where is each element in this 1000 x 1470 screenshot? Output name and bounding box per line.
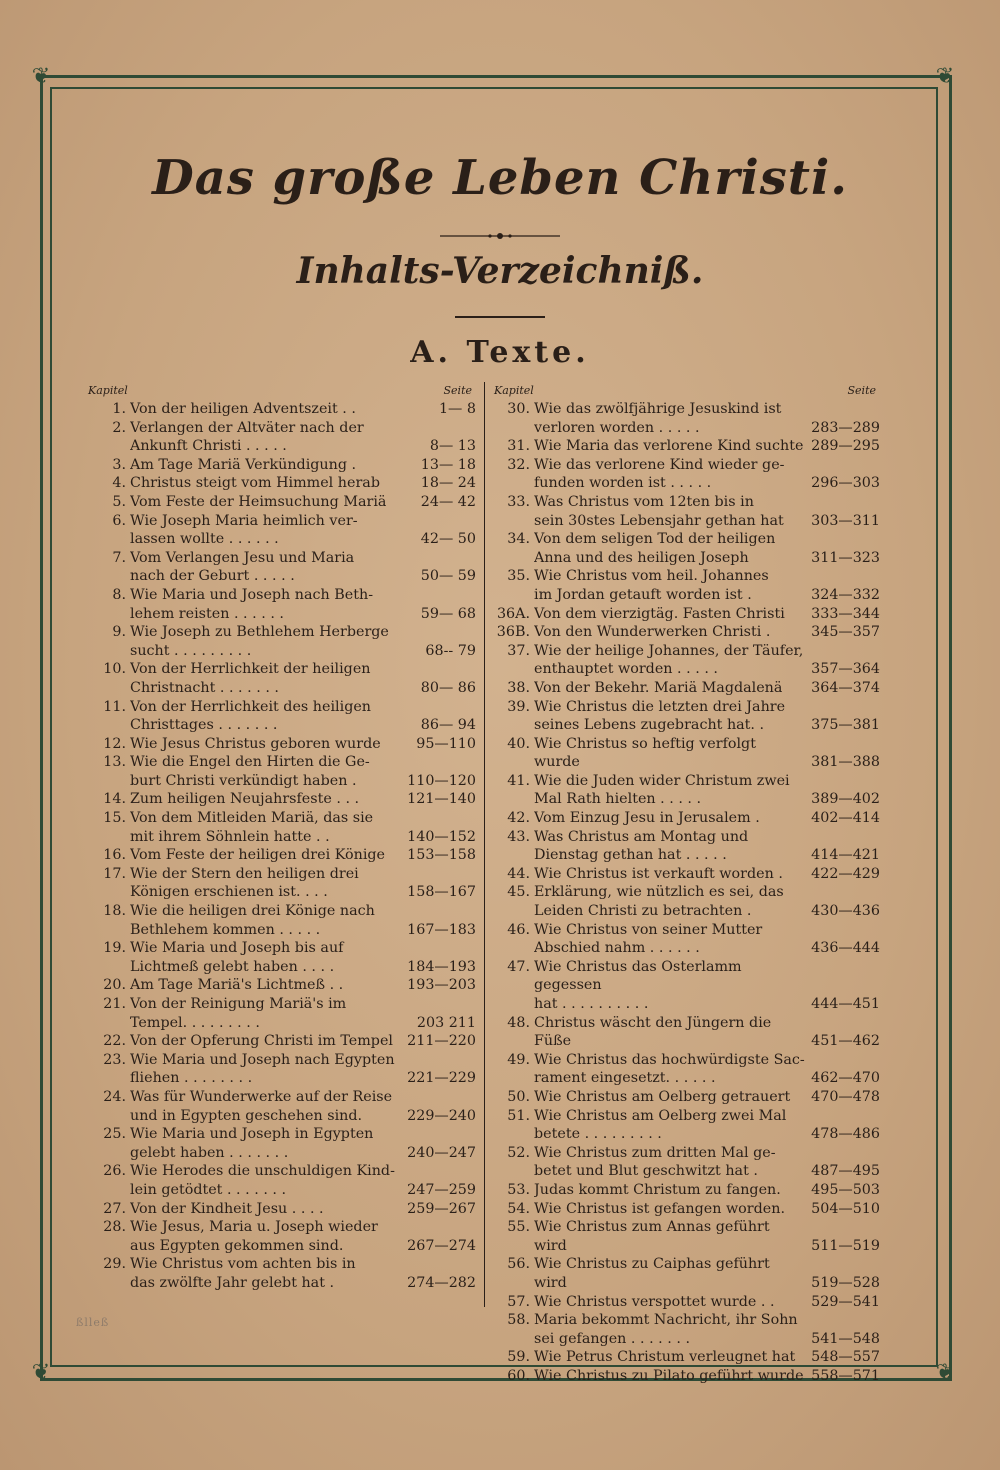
toc-entry: [88, 865, 480, 902]
page-range: 274—282: [407, 1274, 476, 1291]
chapter-number: 28.: [103, 1219, 126, 1236]
chapter-number: 15.: [103, 810, 126, 827]
page-range: 303—311: [811, 512, 880, 529]
page-range: 364—374: [811, 679, 880, 696]
toc-entry: [88, 939, 480, 976]
corner-ornament-icon: ❦: [935, 1360, 955, 1385]
chapter-number: 47.: [507, 958, 530, 975]
chapter-number: 29.: [103, 1256, 126, 1273]
chapter-title: Vom Einzug Jesu in Jerusalem .: [534, 810, 760, 827]
page-range: 80— 86: [420, 679, 476, 696]
chapter-title: Zum heiligen Neujahrsfeste . . .: [130, 791, 360, 808]
chapter-title: Wie Maria und Joseph nach Egypten fliehen . . . . . . . .: [130, 1051, 395, 1087]
chapter-title: Wie die Juden wider Christum zwei Mal Rath hielten . . . . .: [534, 772, 790, 808]
page-range: 50— 59: [420, 568, 476, 585]
kapitel-header: Kapitel: [88, 384, 128, 397]
page-range: 548—557: [811, 1349, 880, 1366]
chapter-title: Wie die Engel den Hirten die Ge- burt Christi verkündigt haben .: [130, 754, 370, 789]
corner-ornament-icon: ❦: [935, 64, 955, 89]
toc-entry: [88, 1255, 480, 1292]
chapter-number: 35.: [507, 568, 530, 585]
chapter-number: 60.: [507, 1367, 530, 1384]
chapter-number: 7.: [112, 549, 126, 566]
toc-entry: [88, 902, 480, 939]
page-range: 259—267: [407, 1200, 476, 1217]
chapter-title: Judas kommt Christum zu fangen.: [534, 1181, 781, 1198]
chapter-number: 5.: [112, 493, 126, 510]
chapter-number: 22.: [103, 1033, 126, 1050]
toc-entry: [494, 1144, 884, 1181]
chapter-number: 6.: [112, 512, 126, 529]
page-range: 324—332: [811, 586, 880, 603]
chapter-number: 11.: [103, 698, 126, 715]
chapter-number: 30.: [507, 401, 530, 417]
chapter-number: 31.: [507, 438, 530, 455]
page-range: 1— 8: [438, 401, 476, 417]
chapter-number: 16.: [103, 847, 126, 864]
toc-entry: [494, 698, 884, 735]
chapter-number: 40.: [507, 735, 530, 752]
page-range: 13— 18: [420, 456, 476, 473]
chapter-title: Wie Maria das verlorene Kind suchte: [534, 438, 804, 455]
toc-list: [88, 400, 480, 1293]
chapter-number: 3.: [112, 456, 126, 473]
page-range: 86— 94: [420, 717, 476, 734]
chapter-title: Wie Herodes die unschuldigen Kind- lein getödtet . . . . . . .: [130, 1163, 395, 1198]
toc-entry: [88, 1051, 480, 1088]
toc-entry: [494, 1200, 884, 1219]
page-range: 211—220: [407, 1033, 476, 1050]
toc-entry: [88, 809, 480, 846]
page-range: 247—259: [407, 1181, 476, 1198]
chapter-title: Wie Christus vom heil. Johannes im Jordan getauft worden ist .: [534, 568, 769, 603]
chapter-title: Was Christus vom 12ten bis in sein 30stes Lebensjahr gethan hat: [534, 493, 784, 529]
page-range: 495—503: [811, 1181, 880, 1198]
toc-entry: [88, 790, 480, 809]
toc-entry: [494, 958, 884, 1014]
page-range: 487—495: [811, 1163, 880, 1180]
chapter-number: 9.: [112, 624, 126, 641]
chapter-title: Wie Maria und Joseph in Egypten gelebt haben . . . . . . .: [130, 1126, 374, 1161]
chapter-title: Wie Christus von seiner Mutter Abschied nahm . . . . . .: [534, 921, 763, 957]
page-range: 414—421: [811, 847, 880, 864]
chapter-title: Wie das verlorene Kind wieder ge- funden worden ist . . . . .: [534, 456, 785, 492]
page-range: 18— 24: [420, 475, 476, 492]
chapter-title: Wie Christus die letzten drei Jahre seines Lebens zugebracht hat. .: [534, 698, 786, 734]
page-range: 289—295: [811, 438, 880, 455]
chapter-number: 2.: [112, 419, 126, 436]
toc-entry: [494, 623, 884, 642]
chapter-number: 45.: [507, 884, 530, 901]
toc-entry: [88, 456, 480, 475]
page-range: 153—158: [407, 847, 476, 864]
corner-ornament-icon: ❦: [31, 64, 51, 89]
toc-entry: [494, 1088, 884, 1107]
chapter-title: Wie Christus das hochwürdigste Sac- rament eingesetzt. . . . . .: [534, 1051, 805, 1087]
toc-entry: [494, 605, 884, 624]
chapter-number: 55.: [507, 1219, 530, 1236]
toc-entry: [494, 1293, 884, 1312]
page-range: 436—444: [811, 940, 880, 957]
toc-entry: [494, 772, 884, 809]
chapter-number: 56.: [507, 1256, 530, 1273]
page-range: 140—152: [407, 828, 476, 845]
chapter-number: 18.: [103, 903, 126, 920]
toc-entry: [494, 1311, 884, 1348]
chapter-title: Wie der heilige Johannes, der Täufer, enthauptet worden . . . . .: [534, 642, 804, 678]
toc-entry: [88, 660, 480, 697]
page-range: 430—436: [811, 903, 880, 920]
chapter-number: 13.: [103, 754, 126, 771]
page-subtitle: Inhalts-Verzeichniß.: [296, 250, 704, 292]
page-range: 59— 68: [420, 605, 476, 622]
toc-entry: [88, 623, 480, 660]
page-range: 345—357: [811, 624, 880, 641]
page-range: 42— 50: [420, 531, 476, 548]
page-range: 110—120: [407, 772, 476, 789]
page-range: 389—402: [811, 791, 880, 808]
chapter-title: Wie Christus zu Pilato geführt wurde: [534, 1367, 804, 1384]
chapter-title: Von der Kindheit Jesu . . . .: [130, 1200, 324, 1217]
page-range: 203 211: [416, 1014, 476, 1031]
chapter-number: 53.: [507, 1181, 530, 1198]
chapter-number: 24.: [103, 1088, 126, 1105]
toc-entry: [494, 456, 884, 493]
chapter-title: Christus steigt vom Himmel herab: [130, 475, 380, 492]
toc-entry: [88, 1032, 480, 1051]
page-range: 504—510: [811, 1200, 880, 1217]
page-range: 558—571: [811, 1367, 880, 1384]
chapter-number: 44.: [507, 865, 530, 882]
page-range: 541—548: [811, 1330, 880, 1347]
chapter-title: Wie Christus verspottet wurde . .: [534, 1293, 775, 1310]
chapter-number: 33.: [507, 493, 530, 510]
chapter-number: 41.: [507, 772, 530, 789]
chapter-number: 49.: [507, 1051, 530, 1068]
toc-entry: [494, 400, 884, 437]
toc-entry: [88, 586, 480, 623]
seite-header: Seite: [847, 384, 876, 397]
title-ornament-icon: [440, 232, 560, 240]
toc-entry: [494, 1051, 884, 1088]
toc-entry: [88, 976, 480, 995]
chapter-number: 50.: [507, 1088, 530, 1105]
toc-entry: [88, 1218, 480, 1255]
page-range: 8— 13: [429, 438, 476, 455]
page-range: 229—240: [407, 1107, 476, 1124]
chapter-title: Wie Jesus Christus geboren wurde: [130, 735, 381, 752]
chapter-number: 23.: [103, 1051, 126, 1068]
column-header: [494, 382, 884, 400]
page-range: 267—274: [407, 1237, 476, 1254]
column-divider: [484, 382, 485, 1307]
ink-smudge: ßlleß: [76, 1316, 110, 1329]
page-range: 95—110: [416, 735, 476, 752]
chapter-title: Wie Jesus, Maria u. Joseph wieder aus Egypten gekommen sind.: [130, 1219, 378, 1254]
toc-entry: [88, 1088, 480, 1125]
subtitle-rule: [455, 316, 545, 318]
toc-list: [494, 400, 884, 1385]
chapter-number: 59.: [507, 1349, 530, 1366]
chapter-number: 54.: [507, 1200, 530, 1217]
chapter-title: Wie Christus das Osterlamm gegessen hat . . . . . . . . . .: [534, 958, 742, 1012]
chapter-title: Von den Wunderwerken Christi .: [534, 624, 771, 641]
page-range: 511—519: [811, 1237, 880, 1254]
chapter-title: Von der Opferung Christi im Tempel: [130, 1033, 393, 1050]
page-range: 296—303: [811, 475, 880, 492]
chapter-number: 17.: [103, 865, 126, 882]
page-range: 24— 42: [420, 493, 476, 510]
chapter-number: 42.: [507, 810, 530, 827]
page-range: 283—289: [811, 419, 880, 436]
chapter-title: Wie das zwölfjährige Jesuskind ist verloren worden . . . . .: [534, 401, 782, 436]
seite-header: Seite: [443, 384, 472, 397]
page-range: 529—541: [811, 1293, 880, 1310]
page-range: 221—229: [407, 1070, 476, 1087]
chapter-title: Christus wäscht den Jüngern die Füße: [534, 1014, 772, 1050]
page-range: 444—451: [811, 996, 880, 1012]
column-header: [88, 382, 480, 400]
page-range: 470—478: [811, 1088, 880, 1105]
chapter-title: Wie Maria und Joseph nach Beth- lehem reisten . . . . . .: [130, 586, 374, 622]
chapter-title: Wie Christus ist verkauft worden .: [534, 865, 783, 882]
toc-entry: [88, 1125, 480, 1162]
chapter-number: 12.: [103, 735, 126, 752]
chapter-title: Von dem vierzigtäg. Fasten Christi: [534, 605, 785, 622]
chapter-title: Wie Maria und Joseph bis auf Lichtmeß gelebt haben . . . .: [130, 940, 344, 975]
toc-entry: [88, 512, 480, 549]
page-range: 381—388: [811, 754, 880, 771]
toc-entry: [88, 995, 480, 1032]
chapter-number: 48.: [507, 1014, 530, 1031]
chapter-number: 27.: [103, 1200, 126, 1217]
chapter-number: 39.: [507, 698, 530, 715]
toc-entry: [88, 474, 480, 493]
page-range: 333—344: [811, 605, 880, 622]
chapter-title: Wie der Stern den heiligen drei Königen erschienen ist. . . .: [130, 865, 359, 901]
toc-entry: [88, 1162, 480, 1199]
page-range: 240—247: [407, 1144, 476, 1161]
page-range: 68-- 79: [425, 642, 476, 659]
toc-entry: [88, 549, 480, 586]
chapter-number: 8.: [112, 586, 126, 603]
chapter-number: 37.: [507, 642, 530, 659]
toc-left-column: [88, 382, 480, 1293]
chapter-number: 21.: [103, 996, 126, 1012]
page-range: 375—381: [811, 717, 880, 734]
chapter-title: Wie Joseph zu Bethlehem Herberge sucht . . . . . . . . .: [130, 624, 389, 659]
page-range: 478—486: [811, 1126, 880, 1143]
toc-entry: [494, 530, 884, 567]
page-range: 193—203: [407, 977, 476, 994]
chapter-title: Von der Bekehr. Mariä Magdalenä: [534, 679, 783, 696]
chapter-title: Wie die heiligen drei Könige nach Bethlehem kommen . . . . .: [130, 903, 375, 938]
page-range: 357—364: [811, 661, 880, 678]
chapter-title: Wie Christus zum dritten Mal ge- betet und Blut geschwitzt hat .: [534, 1144, 776, 1180]
toc-entry: [88, 735, 480, 754]
chapter-number: 14.: [103, 791, 126, 808]
chapter-number: 36B.: [496, 624, 530, 641]
toc-entry: [88, 400, 480, 419]
toc-entry: [494, 1255, 884, 1292]
page-range: 462—470: [811, 1070, 880, 1087]
toc-entry: [494, 809, 884, 828]
chapter-number: 46.: [507, 921, 530, 938]
chapter-title: Verlangen der Altväter nach der Ankunft Christi . . . . .: [130, 419, 364, 455]
chapter-title: Wie Petrus Christum verleugnet hat: [534, 1349, 796, 1366]
chapter-title: Wie Christus zum Annas geführt wird: [534, 1219, 770, 1254]
toc-entry: [494, 865, 884, 884]
toc-entry: [494, 883, 884, 920]
chapter-title: Vom Verlangen Jesu und Maria nach der Geburt . . . . .: [130, 549, 355, 585]
chapter-number: 36A.: [496, 605, 530, 622]
chapter-number: 4.: [112, 475, 126, 492]
toc-entry: [494, 1218, 884, 1255]
page-range: 519—528: [811, 1274, 880, 1291]
chapter-title: Von der Herrlichkeit der heiligen Christnacht . . . . . . .: [130, 661, 371, 696]
toc-entry: [88, 753, 480, 790]
chapter-title: Wie Christus so heftig verfolgt wurde: [534, 735, 756, 771]
chapter-number: 52.: [507, 1144, 530, 1161]
chapter-title: Wie Christus am Oelberg getrauert: [534, 1088, 791, 1105]
chapter-title: Vom Feste der Heimsuchung Mariä: [130, 493, 387, 510]
chapter-title: Wie Christus zu Caiphas geführt wird: [534, 1256, 770, 1291]
page-range: 167—183: [407, 921, 476, 938]
chapter-title: Was für Wunderwerke auf der Reise und in Egypten geschehen sind.: [130, 1088, 393, 1124]
chapter-number: 32.: [507, 456, 530, 473]
chapter-number: 26.: [103, 1163, 126, 1180]
toc-entry: [494, 1367, 884, 1386]
chapter-title: Von dem Mitleiden Mariä, das sie mit ihrem Söhnlein hatte . .: [130, 810, 374, 845]
page-range: 121—140: [407, 791, 476, 808]
section-heading: A. Texte.: [410, 335, 590, 370]
page-range: 451—462: [811, 1033, 880, 1050]
chapter-number: 57.: [507, 1293, 530, 1310]
toc-entry: [494, 1348, 884, 1367]
toc-entry: [88, 493, 480, 512]
chapter-title: Wie Christus vom achten bis in das zwölfte Jahr gelebt hat .: [130, 1256, 356, 1291]
chapter-number: 58.: [507, 1312, 530, 1329]
chapter-number: 10.: [103, 661, 126, 678]
toc-entry: [494, 679, 884, 698]
corner-ornament-icon: ❦: [31, 1360, 51, 1385]
chapter-title: Am Tage Mariä Verkündigung .: [130, 456, 357, 473]
toc-entry: [494, 1181, 884, 1200]
toc-entry: [494, 567, 884, 604]
chapter-title: Vom Feste der heiligen drei Könige: [130, 847, 386, 864]
chapter-title: Am Tage Mariä's Lichtmeß . .: [130, 977, 344, 994]
chapter-title: Wie Joseph Maria heimlich ver- lassen wollte . . . . . .: [130, 512, 358, 548]
kapitel-header: Kapitel: [494, 384, 534, 397]
chapter-title: Von der Reinigung Mariä's im Tempel. . . . . . . . .: [130, 996, 347, 1031]
page-range: 311—323: [811, 549, 880, 566]
toc-entry: [494, 1014, 884, 1051]
page-range: 422—429: [811, 865, 880, 882]
chapter-number: 25.: [103, 1126, 126, 1143]
toc-right-column: [494, 382, 884, 1385]
chapter-number: 20.: [103, 977, 126, 994]
chapter-number: 38.: [507, 679, 530, 696]
chapter-title: Von der Herrlichkeit des heiligen Christtages . . . . . . .: [130, 698, 372, 734]
chapter-title: Wie Christus am Oelberg zwei Mal betete . . . . . . . . .: [534, 1107, 787, 1143]
chapter-title: Maria bekommt Nachricht, ihr Sohn sei gefangen . . . . . . .: [534, 1312, 798, 1347]
toc-entry: [494, 828, 884, 865]
chapter-title: Wie Christus ist gefangen worden.: [534, 1200, 785, 1217]
toc-entry: [88, 419, 480, 456]
chapter-number: 19.: [103, 940, 126, 957]
page-range: 158—167: [407, 884, 476, 901]
page-range: 184—193: [407, 958, 476, 975]
toc-entry: [494, 493, 884, 530]
toc-entry: [88, 1200, 480, 1219]
toc-entry: [494, 437, 884, 456]
chapter-title: Was Christus am Montag und Dienstag gethan hat . . . . .: [534, 828, 749, 864]
toc-entry: [494, 642, 884, 679]
chapter-title: Von der heiligen Adventszeit . .: [130, 401, 356, 417]
toc-entry: [494, 921, 884, 958]
page-range: 402—414: [811, 810, 880, 827]
toc-entry: [88, 698, 480, 735]
toc-entry: [494, 735, 884, 772]
chapter-title: Erklärung, wie nützlich es sei, das Leiden Christi zu betrachten .: [534, 884, 784, 920]
chapter-number: 34.: [507, 531, 530, 548]
chapter-number: 43.: [507, 828, 530, 845]
chapter-title: Von dem seligen Tod der heiligen Anna und des heiligen Joseph: [534, 531, 776, 566]
toc-entry: [494, 1107, 884, 1144]
page-title: Das große Leben Christi.: [152, 150, 848, 206]
chapter-number: 51.: [507, 1107, 530, 1124]
chapter-number: 1.: [112, 401, 126, 417]
toc-entry: [88, 846, 480, 865]
